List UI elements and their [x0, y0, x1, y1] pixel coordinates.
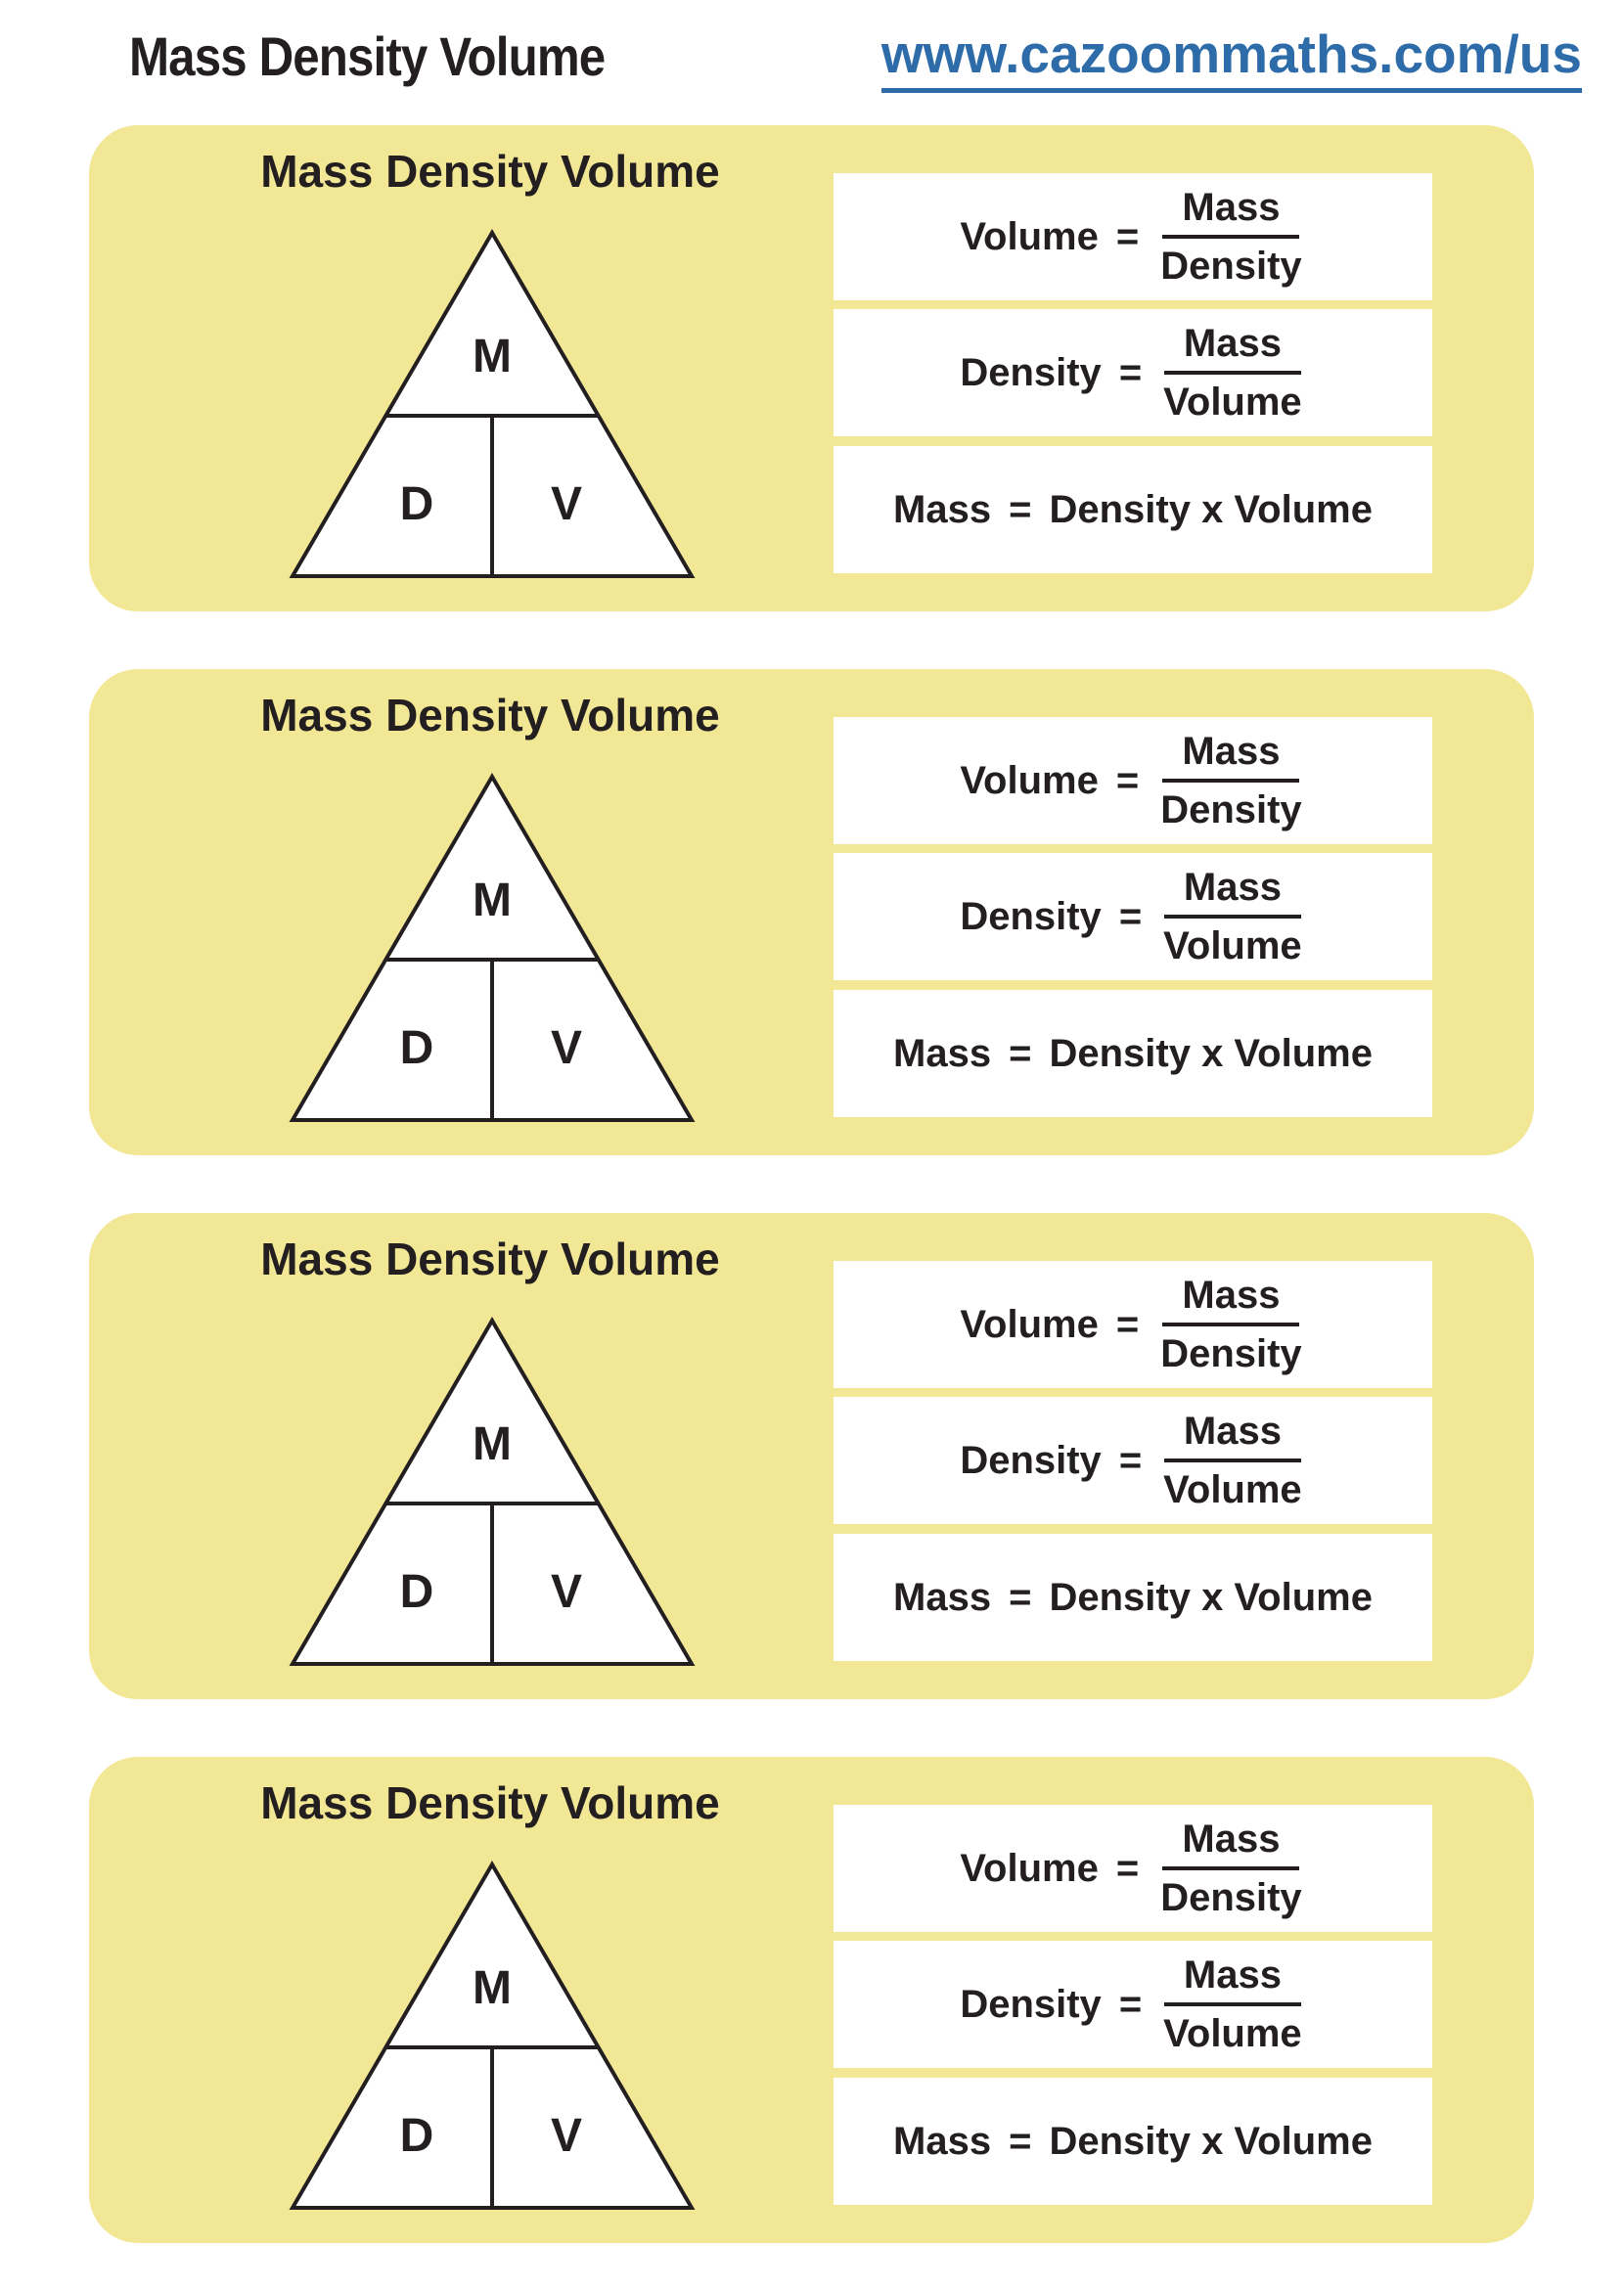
formula-lhs: Density — [960, 350, 1102, 394]
fraction — [1156, 185, 1306, 289]
card-title: Mass Density Volume — [260, 146, 720, 197]
formula-box-density — [834, 1941, 1432, 2068]
triangle-label-volume: V — [550, 2110, 583, 2162]
formula-lhs: Mass — [893, 487, 992, 531]
formula-lhs: Mass — [893, 2119, 992, 2163]
equals-sign: = — [1118, 350, 1143, 394]
formula-rhs: Density x Volume — [1049, 1031, 1373, 1075]
fraction-numerator: Mass — [1162, 729, 1299, 783]
formula-box-mass — [834, 2078, 1432, 2205]
fraction — [1159, 1952, 1306, 2056]
fraction-denominator: Density — [1160, 1876, 1302, 1919]
formula-card — [89, 1213, 1534, 1699]
formula-lhs: Volume — [960, 1846, 1099, 1890]
triangle-label-density: D — [399, 1566, 434, 1618]
triangle-label-density: D — [399, 478, 434, 530]
card-title: Mass Density Volume — [260, 690, 720, 741]
fraction-numerator: Mass — [1164, 1952, 1301, 2006]
mdv-triangle-diagram — [285, 1313, 699, 1672]
equals-sign: = — [1118, 894, 1143, 938]
fraction — [1156, 1817, 1306, 1920]
fraction-denominator: Density — [1160, 1332, 1302, 1375]
equals-sign: = — [1115, 1846, 1140, 1890]
triangle-label-mass: M — [473, 331, 512, 382]
formula-box-density — [834, 853, 1432, 980]
equals-sign: = — [1009, 1575, 1032, 1619]
formula-lhs: Density — [960, 1982, 1102, 2026]
triangle-label-volume: V — [550, 478, 583, 530]
formula-lhs: Mass — [893, 1575, 992, 1619]
fraction-denominator: Density — [1160, 245, 1302, 288]
formula-lhs: Density — [960, 1438, 1102, 1482]
triangle-label-volume: V — [550, 1022, 583, 1074]
card-title: Mass Density Volume — [260, 1234, 720, 1284]
fraction-denominator: Volume — [1163, 381, 1302, 424]
formula-box-mass — [834, 990, 1432, 1117]
fraction — [1159, 865, 1306, 968]
formula-box-density — [834, 309, 1432, 436]
fraction — [1159, 1409, 1306, 1512]
fraction-numerator: Mass — [1162, 1817, 1299, 1870]
fraction — [1159, 321, 1306, 425]
site-url-link[interactable]: www.cazoommaths.com/us — [881, 27, 1582, 93]
equals-sign: = — [1009, 487, 1032, 531]
triangle-label-mass: M — [473, 1962, 512, 2014]
fraction-numerator: Mass — [1164, 1409, 1301, 1462]
fraction-denominator: Density — [1160, 788, 1302, 831]
equals-sign: = — [1118, 1982, 1143, 2026]
formula-card — [89, 669, 1534, 1155]
formula-rhs: Density x Volume — [1049, 1575, 1373, 1619]
formula-rhs: Density x Volume — [1049, 2119, 1373, 2163]
fraction — [1156, 729, 1306, 832]
triangle-label-mass: M — [473, 1418, 512, 1470]
fraction-denominator: Volume — [1163, 1468, 1302, 1511]
triangle-label-density: D — [399, 1022, 434, 1074]
formula-box-mass — [834, 1534, 1432, 1661]
card-title: Mass Density Volume — [260, 1777, 720, 1828]
formula-lhs: Mass — [893, 1031, 992, 1075]
formula-box-mass — [834, 446, 1432, 573]
formula-lhs: Volume — [960, 758, 1099, 802]
fraction-denominator: Volume — [1163, 924, 1302, 967]
equals-sign: = — [1115, 214, 1140, 258]
formula-box-volume — [834, 717, 1432, 844]
mdv-triangle-diagram — [285, 769, 699, 1128]
formula-box-volume — [834, 173, 1432, 300]
equals-sign: = — [1009, 2119, 1032, 2163]
formula-lhs: Density — [960, 894, 1102, 938]
formula-lhs: Volume — [960, 214, 1099, 258]
fraction-numerator: Mass — [1162, 185, 1299, 239]
triangle-label-mass: M — [473, 875, 512, 926]
formula-card — [89, 125, 1534, 611]
fraction — [1156, 1273, 1306, 1376]
triangle-label-volume: V — [550, 1566, 583, 1618]
triangle-label-density: D — [399, 2110, 434, 2162]
equals-sign: = — [1115, 758, 1140, 802]
formula-lhs: Volume — [960, 1302, 1099, 1346]
formula-card — [89, 1757, 1534, 2243]
equals-sign: = — [1115, 1302, 1140, 1346]
fraction-numerator: Mass — [1164, 321, 1301, 375]
equals-sign: = — [1009, 1031, 1032, 1075]
mdv-triangle-diagram — [285, 225, 699, 584]
mdv-triangle-diagram — [285, 1857, 699, 2216]
fraction-denominator: Volume — [1163, 2012, 1302, 2055]
formula-box-volume — [834, 1261, 1432, 1388]
formula-box-density — [834, 1397, 1432, 1524]
fraction-numerator: Mass — [1164, 865, 1301, 919]
fraction-numerator: Mass — [1162, 1273, 1299, 1326]
page-title: Mass Density Volume — [129, 25, 606, 87]
formula-box-volume — [834, 1805, 1432, 1932]
equals-sign: = — [1118, 1438, 1143, 1482]
formula-rhs: Density x Volume — [1049, 487, 1373, 531]
